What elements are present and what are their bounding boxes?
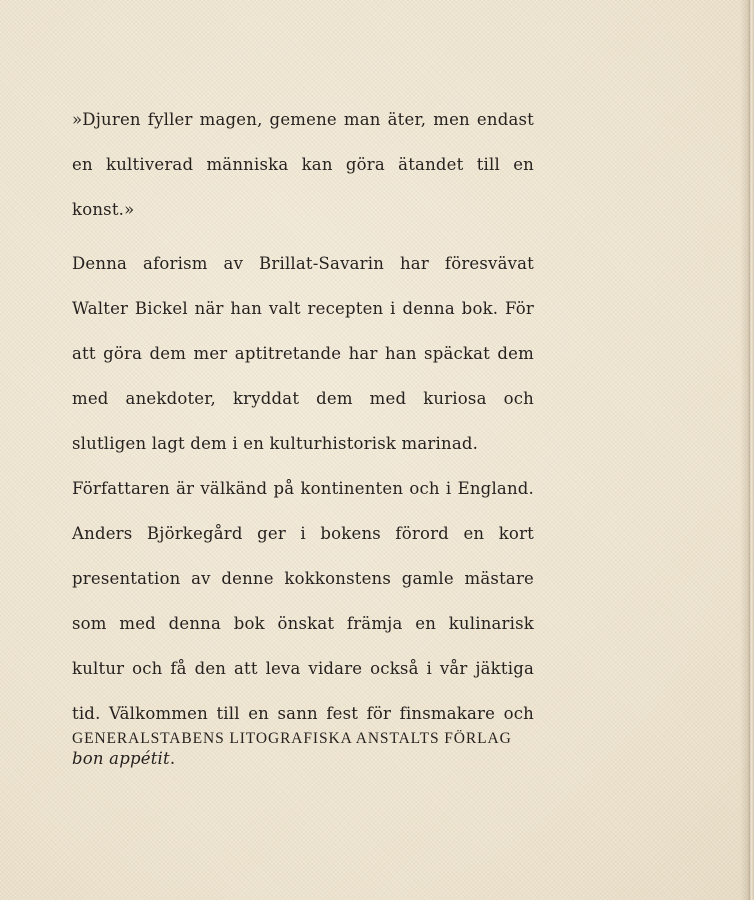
publisher-name: GENERALSTABENS LITOGRAFISKA ANSTALTS FÖRLAG xyxy=(72,730,512,747)
spine-edge xyxy=(740,0,754,900)
closing-period: . xyxy=(169,749,176,768)
paragraph-author-text: Författaren är välkänd på kontinenten och i England. Anders Björkegård ger i bokens förord en kort presentation av denne kokkonstens gamle mästare som med denna bok önskat främja en kulinarisk kultur och få den att leva vidare också i vår jäktiga tid. Välkommen till en sann fest för finsmakare och xyxy=(72,479,534,723)
blurb-text xyxy=(72,97,534,781)
paragraph-aphorism: Denna aforism av Brillat-Savarin har föresvävat Walter Bickel när han valt recepten i denna bok. För att göra dem mer aptitretande har han späckat dem med anekdoter, kryddat dem med kuriosa och slutligen lagt dem i en kulturhistorisk marinad. xyxy=(72,254,534,453)
bon-appetit-phrase: bon appétit xyxy=(72,749,170,768)
opening-quote: »Djuren fyller magen, gemene man äter, men endast en kultiverad människa kan göra ätandet till en konst.» xyxy=(72,110,534,219)
